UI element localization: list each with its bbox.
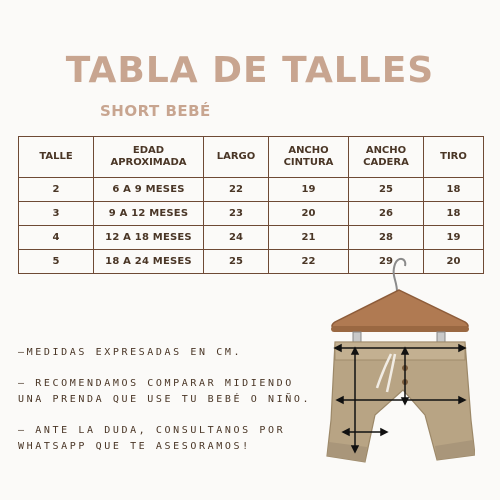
table-header-row [19, 137, 484, 178]
cell-ancho-cintura: 21 [269, 226, 349, 250]
cell-largo: 22 [204, 178, 269, 202]
cell-largo: 24 [204, 226, 269, 250]
cell-talle: 2 [19, 178, 94, 202]
table-row [19, 226, 484, 250]
cell-tiro: 18 [424, 202, 484, 226]
note-whatsapp: – ANTE LA DUDA, CONSULTANOS POR WHATSAPP QUE TE ASESORAMOS! [18, 425, 286, 452]
cell-tiro: 19 [424, 226, 484, 250]
cell-largo: 23 [204, 202, 269, 226]
cell-talle: 3 [19, 202, 94, 226]
hanger-hook-icon [394, 259, 406, 292]
hanger-icon [332, 290, 468, 330]
header-tiro: TIRO [424, 137, 484, 178]
header-ancho-cadera: ANCHO CADERA [349, 137, 424, 178]
table-row [19, 178, 484, 202]
cell-ancho-cintura: 22 [269, 250, 349, 274]
cell-tiro: 18 [424, 178, 484, 202]
header-talle: TALLE [19, 137, 94, 178]
cell-ancho-cadera: 25 [349, 178, 424, 202]
cell-ancho-cadera: 26 [349, 202, 424, 226]
cell-ancho-cintura: 19 [269, 178, 349, 202]
page-subtitle: SHORT BEBÉ [100, 102, 211, 120]
cell-tiro: 20 [424, 250, 484, 274]
header-edad [94, 137, 204, 178]
cell-edad: 6 A 9 MESES [94, 178, 204, 202]
note-compare: – RECOMENDAMOS COMPARAR MIDIENDO UNA PRENDA QUE USE TU BEBÉ O NIÑO. [18, 378, 312, 405]
notes [18, 345, 318, 470]
cell-ancho-cadera: 29 [349, 250, 424, 274]
cell-ancho-cadera: 28 [349, 226, 424, 250]
header-edad-text: EDAD APROXIMADA [110, 145, 187, 168]
cell-ancho-cintura: 20 [269, 202, 349, 226]
cell-talle: 5 [19, 250, 94, 274]
short-product-image [325, 250, 475, 490]
note-units: –MEDIDAS EXPRESADAS EN CM. [18, 347, 243, 358]
table-row [19, 202, 484, 226]
cell-edad: 18 A 24 MESES [94, 250, 204, 274]
header-largo: LARGO [204, 137, 269, 178]
cell-edad: 12 A 18 MESES [94, 226, 204, 250]
header-ancho-cintura: ANCHO CINTURA [269, 137, 349, 178]
page-title: TABLA DE TALLES [65, 50, 435, 91]
cell-largo: 25 [204, 250, 269, 274]
cell-edad: 9 A 12 MESES [94, 202, 204, 226]
cell-talle: 4 [19, 226, 94, 250]
